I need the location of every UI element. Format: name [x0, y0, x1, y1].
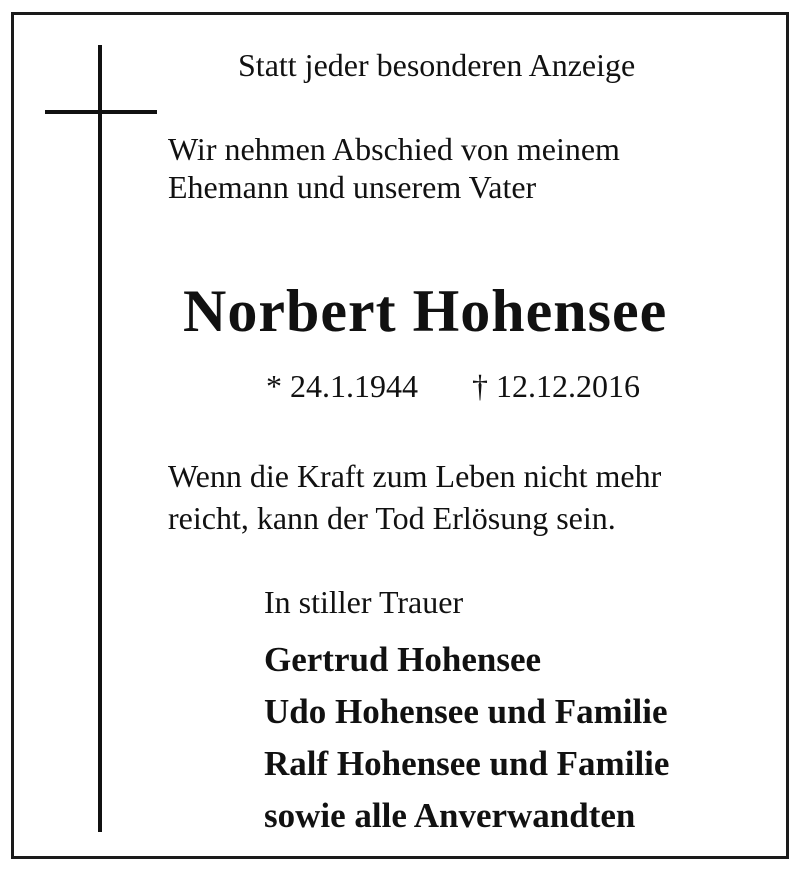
cross-vertical-bar: [98, 45, 102, 832]
intro-line: Wir nehmen Abschied von meinem: [168, 131, 620, 167]
notice-heading: Statt jeder besonderen Anzeige: [238, 47, 636, 83]
mourning-label: In stiller Trauer: [264, 584, 464, 620]
quote-line: reicht, kann der Tod Erlösung sein.: [168, 500, 616, 536]
mourner-entry: Ralf Hohensee und Familie: [264, 744, 670, 783]
quote-line: Wenn die Kraft zum Leben nicht mehr: [168, 458, 662, 494]
mourners-list: [264, 634, 669, 842]
cross-horizontal-bar: [45, 110, 157, 114]
intro-text: [168, 130, 620, 206]
birth-date: * 24.1.1944: [266, 368, 418, 404]
mourner-entry: Gertrud Hohensee: [264, 640, 542, 679]
deceased-name: Norbert Hohensee: [183, 278, 668, 344]
intro-line: Ehemann und unserem Vater: [168, 169, 537, 205]
death-date: † 12.12.2016: [472, 368, 640, 404]
mourner-entry: Udo Hohensee und Familie: [264, 692, 668, 731]
memorial-quote: [168, 455, 661, 539]
mourner-entry: sowie alle Anverwandten: [264, 796, 636, 835]
